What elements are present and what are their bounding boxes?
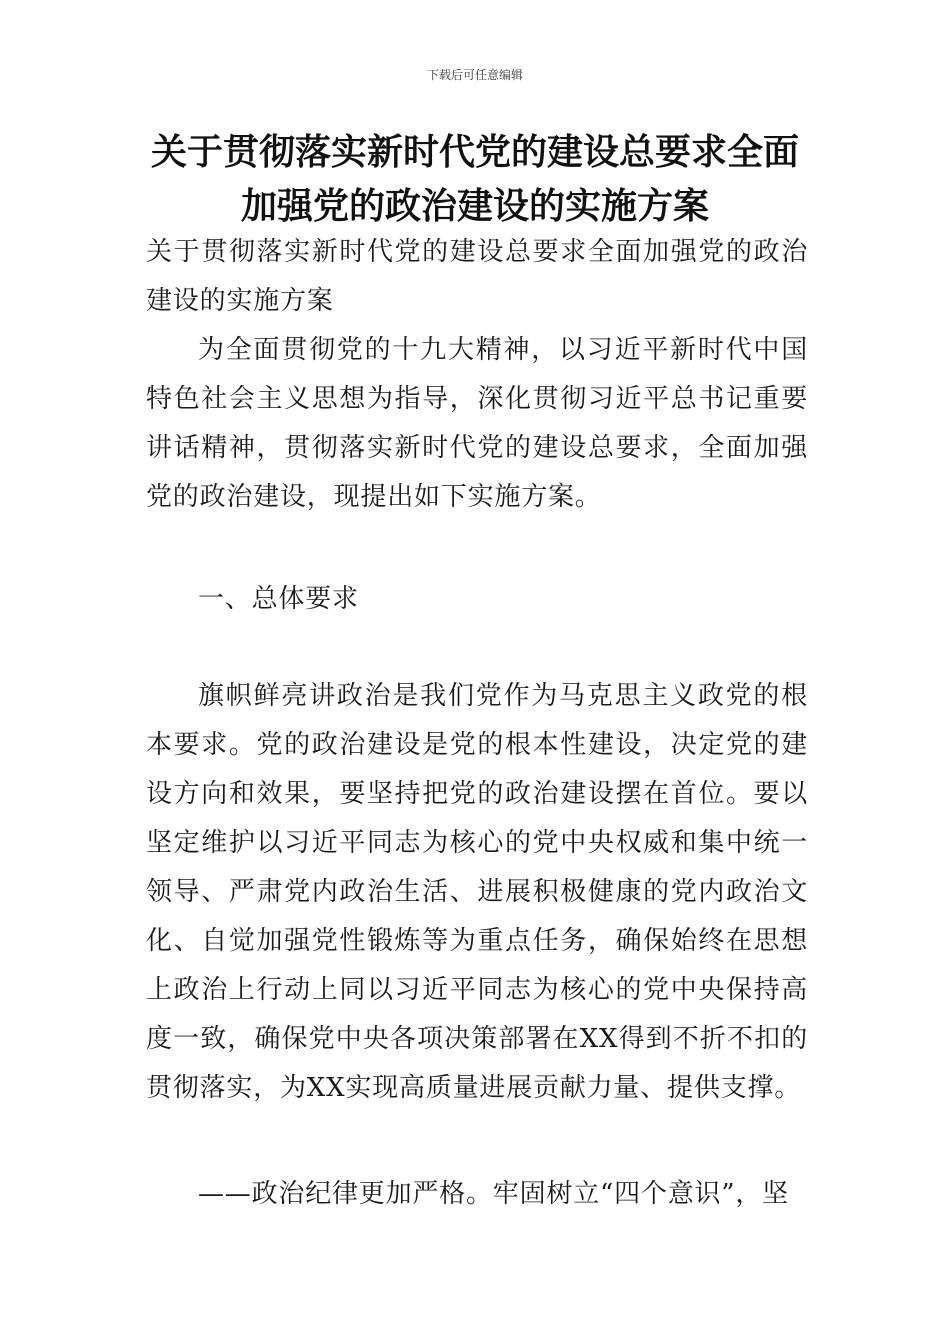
intro-paragraph: 为全面贯彻党的十九大精神，以习近平新时代中国特色社会主义思想为指导，深化贯彻习近平总书记重要讲话精神，贯彻落实新时代党的建设总要求，全面加强党的政治建设，现提出如下实施方案。 <box>146 335 808 512</box>
section-heading: 一、总体要求 <box>198 584 359 614</box>
document-title: 关于贯彻落实新时代党的建设总要求全面加强党的政治建设的实施方案 <box>150 132 799 227</box>
main-paragraph: 旗帜鲜亮讲政治是我们党作为马克思主义政党的根本要求。党的政治建设是党的根本性建设，决定党的建设方向和效果，要坚持把党的政治建设摆在首位。要以坚定维护以习近平同志为核心的党中央权威和集中统一领导、严肃党内政治生活、进展积极健康的党内政治文化、自觉加强党性锻炼等为重点任务，确保始终在思想上政治上行动上同以习近平同志为核心的党中央保持高度一致，确保党中央各项决策部署在XX得到不折不扣的贯彻落实，为XX实现高质量进展贡献力量、提供支撑。 <box>146 681 808 1103</box>
header-note: 下载后可任意编辑 <box>426 68 523 82</box>
document-subtitle: 关于贯彻落实新时代党的建设总要求全面加强党的政治建设的实施方案 <box>146 237 808 316</box>
last-paragraph: ——政治纪律更加严格。牢固树立“四个意识”，坚 <box>198 1179 789 1209</box>
